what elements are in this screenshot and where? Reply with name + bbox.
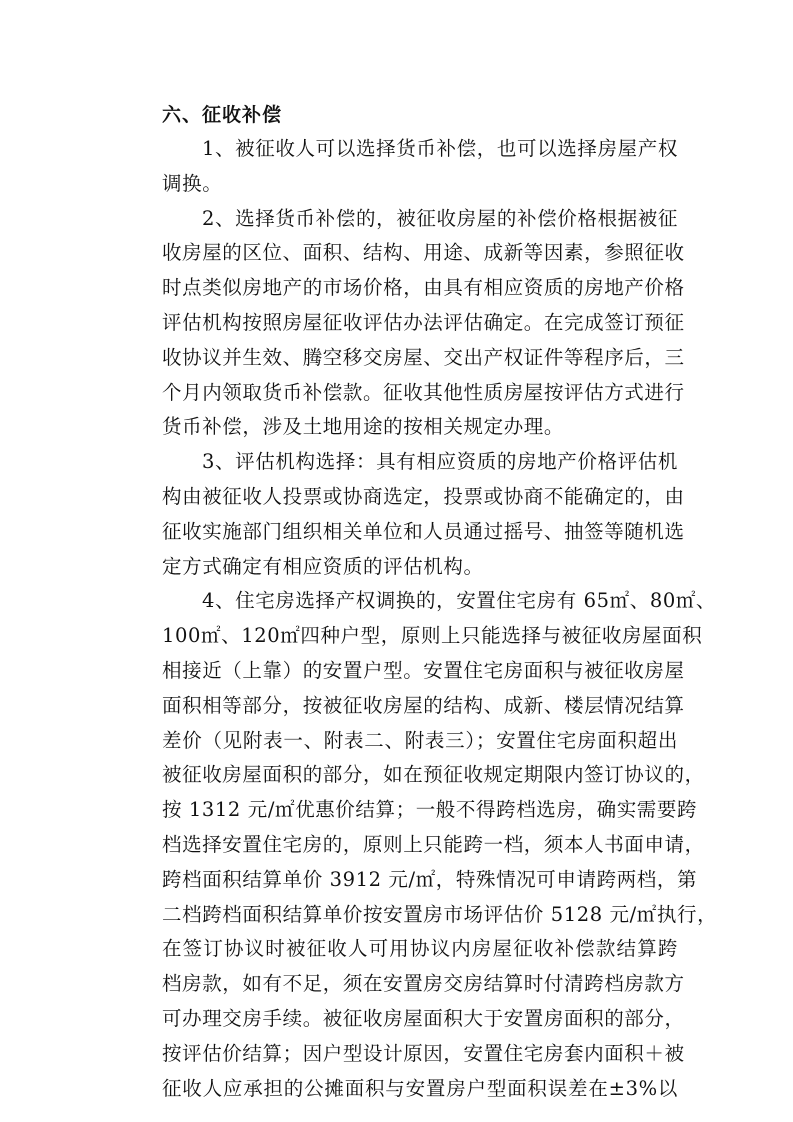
text-line: 定方式确定有相应资质的评估机构。 xyxy=(162,554,484,578)
text-line: 1、被征收人可以选择货币补偿，也可以选择房屋产权 xyxy=(202,137,678,160)
text-line: 按 1312 元/㎡优惠价结算；一般不得跨档选房，确实需要跨 xyxy=(162,798,698,822)
text-line: 二档跨档面积结算单价按安置房市场评估价 5128 元/㎡执行， xyxy=(162,902,718,926)
text-line: 评估机构按照房屋征收评估办法评估确定。在完成签订预征 xyxy=(162,310,685,334)
text-line: 100㎡、120㎡四种户型，原则上只能选择与被征收房屋面积 xyxy=(162,624,703,648)
text-line: 调换。 xyxy=(162,171,223,195)
text-line: 可办理交房手续。被征收房屋面积大于安置房面积的部分， xyxy=(162,1006,685,1030)
text-line: 征收人应承担的公摊面积与安置房户型面积误差在±3%以 xyxy=(162,1076,678,1100)
paragraph-1 xyxy=(122,132,678,202)
text-line: 档房款，如有不足，须在安置房交房结算时付清跨档房款方 xyxy=(162,972,685,996)
document-body xyxy=(122,98,718,1106)
text-line: 档选择安置住宅房的，原则上只能跨一档，须本人书面申请， xyxy=(162,832,705,856)
text-line: 3、评估机构选择：具有相应资质的房地产价格评估机 xyxy=(202,450,678,474)
text-line: 构由被征收人投票或协商选定，投票或协商不能确定的，由 xyxy=(162,484,685,508)
text-line: 面积相等部分，按被征收房屋的结构、成新、楼层情况结算 xyxy=(162,693,685,717)
text-line: 货币补偿，涉及土地用途的按相关规定办理。 xyxy=(162,415,565,439)
text-line: 差价（见附表一、附表二、附表三）；安置住宅房面积超出 xyxy=(162,728,678,752)
text-line: 在签订协议时被征收人可用协议内房屋征收补偿款结算跨 xyxy=(162,937,678,961)
paragraph-4 xyxy=(122,584,718,1106)
text-line: 跨档面积结算单价 3912 元/㎡，特殊情况可申请跨两档，第 xyxy=(162,867,698,891)
text-line: 个月内领取货币补偿款。征收其他性质房屋按评估方式进行 xyxy=(162,380,685,404)
text-line: 相接近（上靠）的安置户型。安置住宅房面积与被征收房屋 xyxy=(162,658,685,682)
text-line: 被征收房屋面积的部分，如在预征收规定期限内签订协议的， xyxy=(162,763,705,787)
text-line: 征收实施部门组织相关单位和人员通过摇号、抽签等随机选 xyxy=(162,519,685,543)
text-line: 按评估价结算；因户型设计原因，安置住宅房套内面积＋被 xyxy=(162,1041,685,1065)
text-line: 2、选择货币补偿的，被征收房屋的补偿价格根据被征 xyxy=(202,206,678,230)
paragraph-2 xyxy=(122,202,685,446)
text-line: 收房屋的区位、面积、结构、用途、成新等因素，参照征收 xyxy=(162,241,685,265)
text-line: 时点类似房地产的市场价格，由具有相应资质的房地产价格 xyxy=(162,276,685,300)
section-heading: 六、征收补偿 xyxy=(162,104,283,126)
text-line: 4、住宅房选择产权调换的，安置住宅房有 65㎡、80㎡、 xyxy=(202,589,717,613)
text-line: 收协议并生效、腾空移交房屋、交出产权证件等程序后，三 xyxy=(162,345,685,369)
paragraph-3 xyxy=(122,445,685,584)
